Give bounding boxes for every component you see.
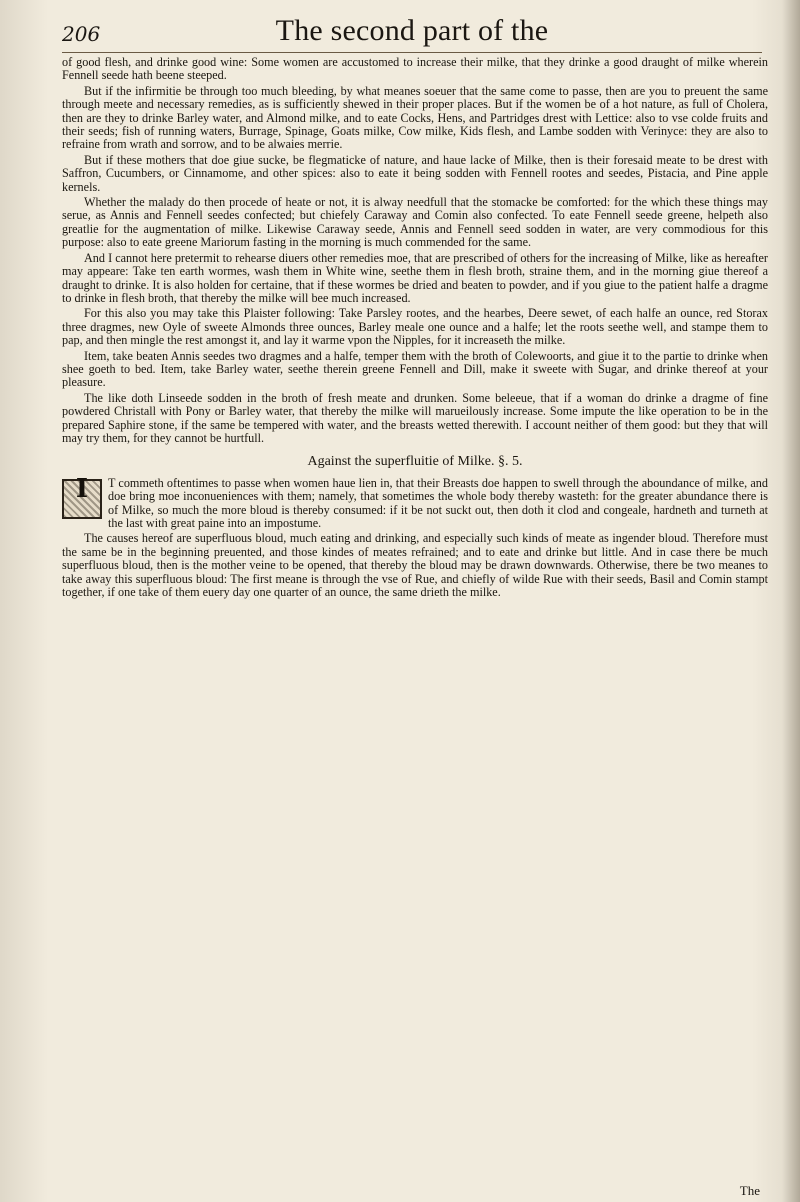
catchword: The	[739, 1183, 760, 1198]
paragraph: The like doth Linseede sodden in the broth of fresh meate and drunken. Some beleeue, that if a woman do drinke a dragme of fine powdered Christall with Pony or Barley water, that thereby the milke will marueilously increase. Some impute the like operation to be in the prepared Saphire stone, if the same be tempered with water, and the breasts wetted therewith. I account neither of them good: but they that will may try them, for they cannot be hurtfull.	[62, 390, 768, 445]
paragraph: Whether the malady do then procede of heate or not, it is alway needfull that the stomacke be comforted: for the which these things may serue, as Annis and Fennell seedes confected; but chiefely Caraway and Comin also confected. To eate Fennell seede greene, helpeth also greatlie for the augmentation of milke. Likewise Caraway seede, Annis and Fennell seed sodden in water, are very commodious for this purpose: also to eate greene Mariorum fasting in the morning is much commended for the same.	[62, 195, 768, 250]
decorated-initial	[62, 473, 102, 519]
paragraph: For this also you may take this Plaister following: Take Parsley rootes, and the hearbes, Deere sewet, of each halfe an ounce, red Storax three dragmes, new Oyle of sweete Almonds three ounces, Barley meale one ounce and a halfe; let the roots seethe well, and stampe them to pap, and then mingle the rest amongst it, and lay it warme vpon the Nipples, for it increaseth the milke.	[62, 306, 768, 348]
page-number: 206	[62, 22, 101, 46]
section-heading: Against the superfluitie of Milke. §. 5.	[307, 454, 523, 470]
paragraph: But if the infirmitie be through too much bleeding, by what meanes soeuer that the same come to passe, then are you to preuent the same through meete and necessary remedies, as is sufficiently shewed in their proper places. But if the women be of a hot nature, as full of Cholera, then are they to drinke Barley water, and Almond milke, and to eate Cocks, Hens, and Partridges drest with Lettice: also to vse colde fruits and their seeds; fish of running waters, Burrage, Spinage, Goats milke, Cow milke, Kids flesh, and Lambe sodden with Verinyce: they are also to refraine from wrath and sorrow, and to be alwaies merrie.	[62, 83, 768, 152]
paragraph: The causes hereof are superfluous bloud, much eating and drinking, and especially such kinds of meate as ingender bloud. Therefore must the same be in the beginning preuented, and those kindes of meates refrained; and to eate and drinke but little. And in case there be much superfluous bloud, then is the mother veine to be opened, that thereby the bloud may be drawn downwards. Otherwise, there be two meanes to take away this superfluous bloud: The first meane is through the vse of Rue, and chiefly of wilde Rue with their seeds, Basil and Comin stampt together, if one take of them euery day one quarter of an ounce, the same drieth the milke.	[62, 531, 768, 600]
page-header	[62, 12, 762, 53]
paragraph: Item, take beaten Annis seedes two dragmes and a halfe, temper them with the broth of Colewoorts, and giue it to the partie to drinke when shee goeth to bed. Item, take Barley water, seethe therein greene Fennell and Dill, make it sweete with Sugar, and drinke thereof at your pleasure.	[62, 348, 768, 390]
page-edge-shadow	[782, 0, 800, 1202]
body-text	[62, 56, 768, 601]
running-head: The second part of the	[275, 14, 549, 47]
section-superfluitie	[62, 473, 768, 600]
paragraph: And I cannot here pretermit to rehearse diuers other remedies moe, that are prescribed of others for the increasing of Milke, like as hereafter may appeare: Take ten earth wormes, wash them in White wine, seethe them in flesh broth, straine them, and in the morning giue thereof a draught to drinke. It is also holden for certaine, that if these wormes be dried and beaten to powder, and if you giue to the patient halfe a dragme to drinke in flesh broth, that thereby the milke will bee much increased.	[62, 250, 768, 305]
dropcap-letter: I	[75, 473, 89, 504]
paragraph: But if these mothers that doe giue sucke, be flegmaticke of nature, and haue lacke of Milke, then is their foresaid meate to be drest with Saffron, Cucumbers, or Cinnamome, and other spices: also to eate it being sodden with Fennell rootes and seedes, Pistacia, and Pine apple kernels.	[62, 152, 768, 194]
paragraph: of good flesh, and drinke good wine: Some women are accustomed to increase their milke, that they drinke a good draught of milke wherein Fennell seede hath beene steeped.	[62, 55, 768, 83]
paragraph: T commeth oftentimes to passe when women haue lien in, that their Breasts doe happen to swell through the aboundance of milke, and doe bring moe inconueniences with them; namely, that sometimes the whole body thereby wasteth: for the greater abundance there is of Milke, so much the more bloud is thereby consumed: if it be not suckt out, then doth it clod and congeale, hardneth and turneth at the last with great paine into an impostume.	[108, 475, 768, 530]
